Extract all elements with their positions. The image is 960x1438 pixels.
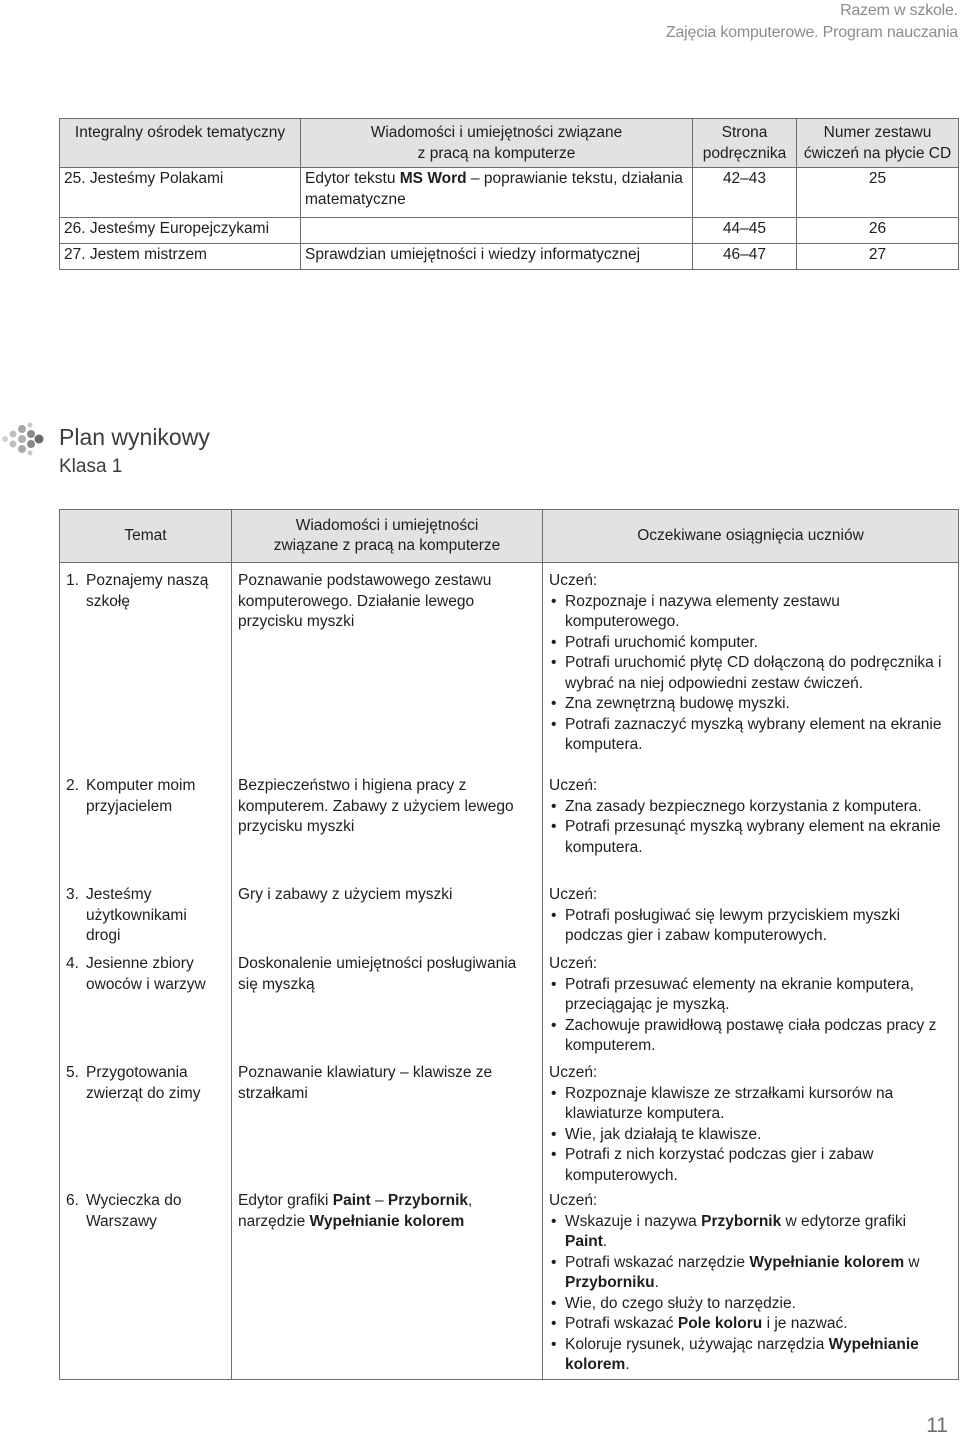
table-row — [60, 1189, 959, 1379]
header-cd-set: Numer zestawu ćwiczeń na płycie CD — [797, 119, 959, 168]
row-topic: 4. Jesienne zbiory owoców i warzyw — [66, 955, 206, 993]
header-line-1: Razem w szkole. — [840, 2, 958, 19]
student-label: Uczeń: — [549, 572, 598, 589]
row-pages: 44–45 — [693, 218, 797, 244]
header-skills: Wiadomości i umiejętności związane z pracą na komputerze — [301, 119, 693, 168]
list-item: • Potrafi uruchomić komputer. — [549, 633, 952, 654]
header-line-2: Zajęcia komputerowe. Program nauczania — [665, 24, 958, 41]
row-pages: 46–47 — [693, 244, 797, 270]
row-skill — [301, 218, 693, 244]
list-item: • Potrafi zaznaczyć myszką wybrany element na ekranie komputera. — [549, 715, 952, 756]
row-topic: 1. Poznajemy naszą szkołę — [66, 572, 209, 610]
list-item: • Rozpoznaje i nazywa elementy zestawu komputerowego. — [549, 592, 952, 633]
list-item: • Potrafi przesunąć myszką wybrany element na ekranie komputera. — [549, 817, 952, 858]
section-subtitle: Klasa 1 — [59, 456, 123, 477]
header-topic: Temat — [60, 510, 232, 563]
student-label: Uczeń: — [549, 777, 598, 794]
table-row — [60, 218, 959, 244]
page-number: 11 — [926, 1414, 948, 1437]
row-skill: Poznawanie podstawowego zestawu komputerowego. Działanie lewego przycisku myszki — [232, 563, 543, 775]
list-item: • Rozpoznaje klawisze ze strzałkami kursorów na klawiaturze komputera. — [549, 1084, 952, 1125]
row-set: 26 — [797, 218, 959, 244]
section-title: Plan wynikowy — [59, 424, 210, 450]
table-row — [60, 952, 959, 1061]
list-item: • Koloruje rysunek, używając narzędzia Wypełnianie kolorem. — [549, 1335, 952, 1376]
row-skill: Poznawanie klawiatury – klawisze ze strzałkami — [232, 1061, 543, 1189]
list-item: • Zachowuje prawidłową postawę ciała podczas pracy z komputerem. — [549, 1016, 952, 1057]
list-item: • Potrafi z nich korzystać podczas gier i zabaw komputerowych. — [549, 1145, 952, 1186]
table-row — [60, 1061, 959, 1189]
row-outcomes — [543, 563, 959, 775]
header-outcomes: Oczekiwane osiągnięcia uczniów — [543, 510, 959, 563]
dots-arrow-icon — [0, 422, 56, 456]
row-outcomes — [543, 883, 959, 952]
row-skill: Edytor grafiki Paint – Przybornik, narzędzie Wypełnianie kolorem — [232, 1189, 543, 1379]
list-item: • Potrafi posługiwać się lewym przyciskiem myszki podczas gier i zabaw komputerowych. — [549, 906, 952, 947]
student-label: Uczeń: — [549, 1064, 598, 1081]
row-skill: Sprawdzian umiejętności i wiedzy informatycznej — [301, 244, 693, 270]
row-outcomes — [543, 1189, 959, 1379]
student-label: Uczeń: — [549, 886, 598, 903]
row-topic: 2. Komputer moim przyjacielem — [66, 777, 196, 815]
list-item: • Wie, do czego służy to narzędzie. — [549, 1294, 952, 1315]
header-skills: Wiadomości i umiejętności związane z pracą na komputerze — [232, 510, 543, 563]
row-outcomes — [543, 952, 959, 1061]
row-skill: Edytor tekstu MS Word – poprawianie tekstu, działania matematyczne — [301, 168, 693, 218]
row-skill: Bezpieczeństwo i higiena pracy z komputerem. Zabawy z użyciem lewego przycisku myszki — [232, 774, 543, 883]
list-item: • Wskazuje i nazywa Przybornik w edytorze grafiki Paint. — [549, 1212, 952, 1253]
row-topic: 6. Wycieczka do Warszawy — [66, 1192, 182, 1230]
row-skill: Doskonalenie umiejętności posługiwania się myszką — [232, 952, 543, 1061]
table-row — [60, 244, 959, 270]
row-set: 25 — [797, 168, 959, 218]
table-row — [60, 168, 959, 218]
row-outcomes — [543, 774, 959, 883]
row-topic: 3. Jesteśmy użytkownikami drogi — [66, 886, 187, 944]
running-header — [666, 0, 958, 44]
row-topic: 25. Jesteśmy Polakami — [60, 168, 301, 218]
row-skill: Gry i zabawy z użyciem myszki — [232, 883, 543, 952]
list-item: • Potrafi wskazać narzędzie Wypełnianie kolorem w Przyborniku. — [549, 1253, 952, 1294]
table-row — [60, 883, 959, 952]
list-item: • Potrafi uruchomić płytę CD dołączoną do podręcznika i wybrać na niej odpowiedni zestaw ćwiczeń. — [549, 653, 952, 694]
list-item: • Wie, jak działają te klawisze. — [549, 1125, 952, 1146]
list-item: • Potrafi przesuwać elementy na ekranie komputera, przeciągając je myszką. — [549, 975, 952, 1016]
table-row — [60, 563, 959, 775]
header-page: Strona podręcznika — [693, 119, 797, 168]
row-pages: 42–43 — [693, 168, 797, 218]
row-topic: 5. Przygotowania zwierząt do zimy — [66, 1064, 201, 1102]
row-set: 27 — [797, 244, 959, 270]
list-item: • Zna zewnętrzną budowę myszki. — [549, 694, 952, 715]
plan-table — [59, 509, 959, 1380]
row-topic: 26. Jesteśmy Europejczykami — [60, 218, 301, 244]
list-item: • Potrafi wskazać Pole koloru i je nazwać. — [549, 1314, 952, 1335]
curriculum-table — [59, 118, 959, 270]
row-outcomes — [543, 1061, 959, 1189]
list-item: • Zna zasady bezpiecznego korzystania z komputera. — [549, 797, 952, 818]
student-label: Uczeń: — [549, 955, 598, 972]
header-theme: Integralny ośrodek tematyczny — [60, 119, 301, 168]
student-label: Uczeń: — [549, 1192, 598, 1209]
table-row — [60, 774, 959, 883]
row-topic: 27. Jestem mistrzem — [60, 244, 301, 270]
